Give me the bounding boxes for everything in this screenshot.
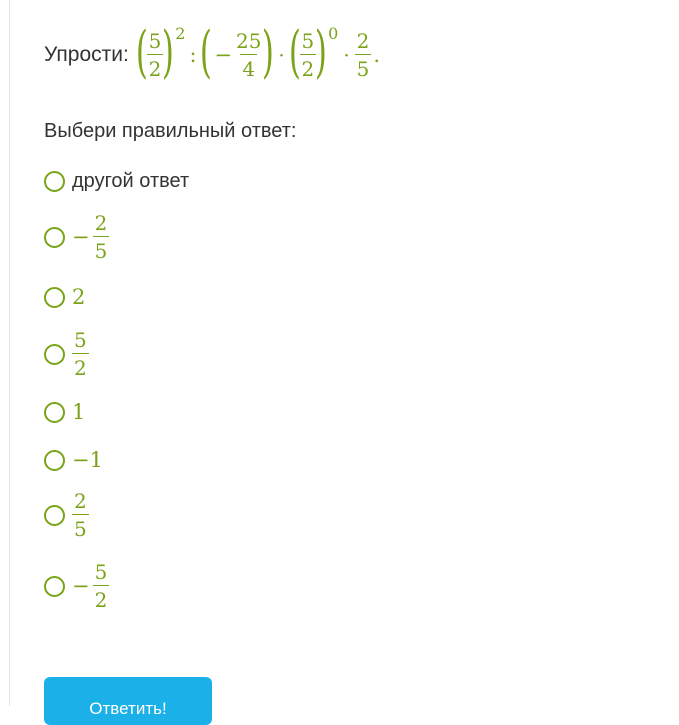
radio-button[interactable]	[44, 344, 65, 365]
option-value: −1	[72, 448, 103, 472]
numerator: 2	[94, 211, 108, 235]
option-value: 2	[72, 285, 86, 309]
fraction	[93, 213, 110, 261]
denominator: 5	[93, 236, 110, 261]
fraction	[147, 31, 164, 79]
numerator: 5	[74, 328, 87, 352]
open-paren: (	[288, 20, 301, 85]
numerator: 2	[74, 489, 87, 513]
option-value: 1	[72, 400, 86, 424]
submit-answer-button[interactable]: Ответить!	[44, 677, 212, 725]
open-paren: (	[199, 20, 212, 85]
numerator: 5	[301, 29, 315, 53]
radio-button[interactable]	[44, 227, 65, 248]
answer-option[interactable]	[44, 562, 109, 610]
option-math	[72, 491, 89, 539]
denominator: 2	[93, 585, 110, 610]
minus-sign: −	[214, 43, 232, 67]
task-label: Упрости:	[44, 43, 129, 66]
answer-option[interactable]	[44, 330, 89, 378]
task-expression	[135, 20, 384, 85]
option-math	[72, 562, 109, 610]
period: .	[373, 43, 381, 67]
option-math	[72, 330, 89, 378]
minus-sign: −	[72, 574, 90, 598]
answer-option[interactable]	[44, 491, 89, 539]
radio-button[interactable]	[44, 505, 65, 526]
denominator: 2	[72, 353, 89, 378]
fraction	[300, 31, 317, 79]
numerator: 5	[94, 560, 108, 584]
close-paren: )	[162, 20, 175, 85]
minus-sign: −	[72, 225, 90, 249]
multiply-dot: ·	[278, 43, 285, 67]
close-paren: )	[262, 20, 275, 85]
fraction	[355, 31, 372, 79]
answer-option[interactable]	[44, 285, 85, 309]
denominator: 2	[300, 54, 317, 79]
answer-option[interactable]	[44, 213, 109, 261]
exponent: 0	[328, 23, 339, 43]
answer-option[interactable]	[44, 448, 103, 472]
fraction	[72, 491, 89, 539]
numerator: 2	[356, 29, 370, 53]
radio-button[interactable]	[44, 450, 65, 471]
answer-option[interactable]	[44, 400, 85, 424]
denominator: 4	[240, 54, 257, 79]
denominator: 5	[72, 514, 89, 539]
task-statement	[44, 20, 384, 90]
denominator: 5	[355, 54, 372, 79]
denominator: 2	[147, 54, 164, 79]
left-border	[9, 0, 10, 706]
multiply-dot: ·	[343, 43, 350, 67]
close-paren: )	[315, 20, 328, 85]
numerator: 25	[236, 29, 262, 53]
open-paren: (	[135, 20, 148, 85]
option-math	[72, 213, 109, 261]
divide-sign: :	[189, 43, 197, 67]
fraction	[72, 330, 89, 378]
radio-button[interactable]	[44, 402, 65, 423]
answer-prompt: Выбери правильный ответ:	[44, 120, 297, 142]
answer-option[interactable]	[44, 170, 189, 193]
radio-button[interactable]	[44, 171, 65, 192]
numerator: 5	[148, 29, 162, 53]
option-label: другой ответ	[72, 170, 190, 192]
radio-button[interactable]	[44, 287, 65, 308]
fraction	[234, 31, 263, 79]
fraction	[93, 562, 110, 610]
exponent: 2	[175, 23, 186, 43]
radio-button[interactable]	[44, 576, 65, 597]
